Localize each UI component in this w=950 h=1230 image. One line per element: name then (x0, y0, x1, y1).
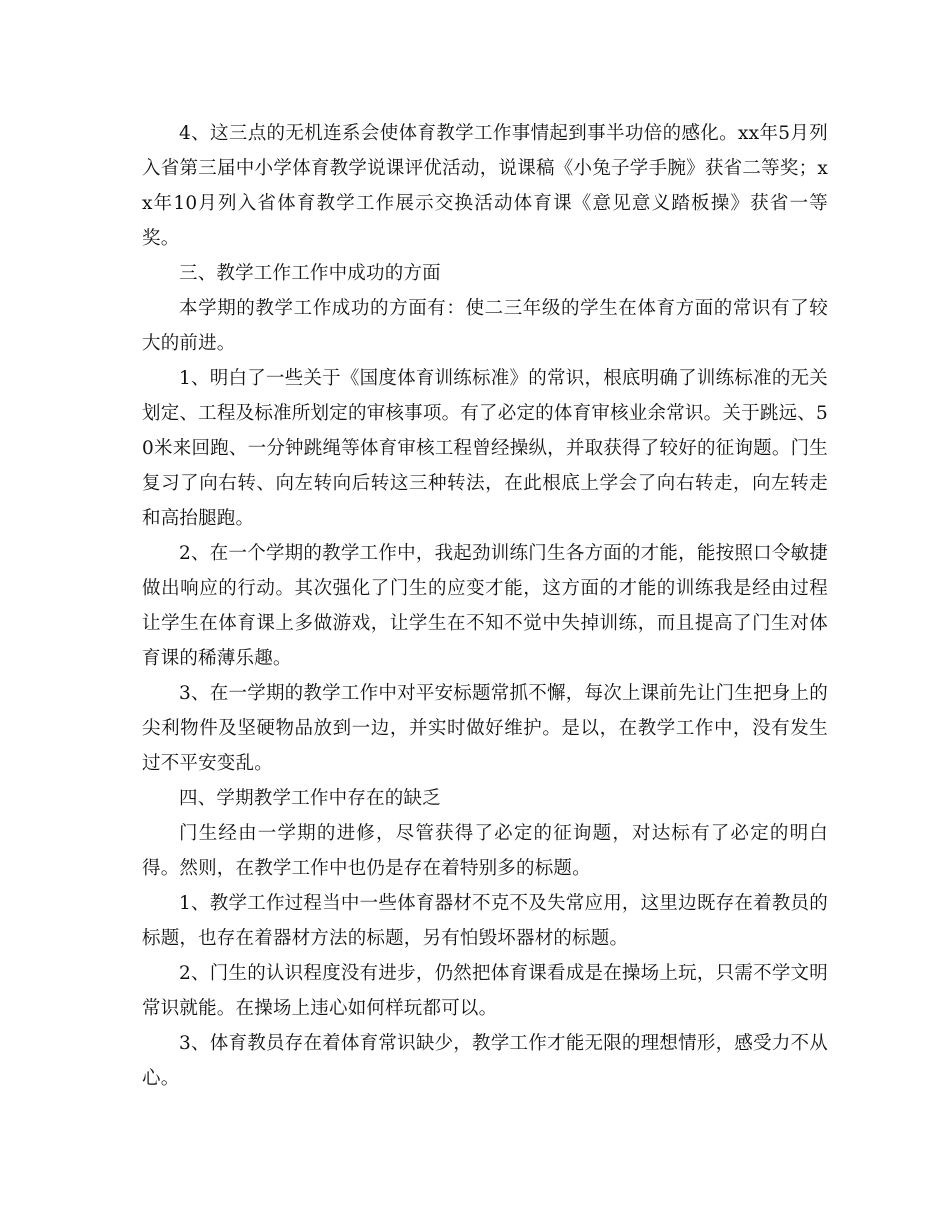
section-heading-successes: 三、教学工作工作中成功的方面 (179, 263, 441, 284)
paragraph-success-3: 3、在一学期的教学工作中对平安标题常抓不懈，每次上课前先让门生把身上的尖利物件及坚硬物品放到一边，并实时做好维护。是以，在教学工作中，没有发生过不平安变乱。 (142, 683, 828, 774)
paragraph-shortcoming-3: 3、体育教员存在着体育常识缺少，教学工作才能无限的理想情形，感受力不从心。 (142, 1033, 828, 1089)
paragraph-shortcoming-2: 2、门生的认识程度没有进步，仍然把体育课看成是在操场上玩，只需不学文明常识就能。在操场上违心如何样玩都可以。 (142, 963, 828, 1019)
paragraph-success-1: 1、明白了一些关于《国度体育训练标准》的常识，根底明确了训练标准的无关划定、工程及标准所划定的审核事项。有了必定的体育审核业余常识。关于跳远、50米来回跑、一分钟跳绳等体育审核工程曾经操纵，并取获得了较好的征询题。门生复习了向右转、向左转向后转这三种转法，在此根底上学会了向右转走，向左转走和高抬腿跑。 (142, 368, 828, 529)
section-heading-shortcomings: 四、学期教学工作中存在的缺乏 (179, 788, 441, 809)
paragraph-success-2: 2、在一个学期的教学工作中，我起劲训练门生各方面的才能，能按照口令敏捷做出响应的行动。其次强化了门生的应变才能，这方面的才能的训练我是经由过程让学生在体育课上多做游戏，让学生在不知不觉中失掉训练，而且提高了门生对体育课的稀薄乐趣。 (142, 543, 828, 669)
paragraph-achievement-4: 4、这三点的无机连系会使体育教学工作事情起到事半功倍的感化。xx年5月列入省第三届中小学体育教学说课评优活动，说课稿《小兔子学手腕》获省二等奖；xx年10月列入省体育教学工作展示交换活动体育课《意见意义踏板操》获省一等奖。 (142, 123, 828, 249)
paragraph-shortcoming-1: 1、教学工作过程当中一些体育器材不克不及失常应用，这里边既存在着教员的标题，也存在着器材方法的标题，另有怕毁坏器材的标题。 (142, 893, 828, 949)
paragraph-successes-intro: 本学期的教学工作成功的方面有：使二三年级的学生在体育方面的常识有了较大的前进。 (142, 298, 828, 354)
paragraph-shortcomings-intro: 门生经由一学期的进修，尽管获得了必定的征询题，对达标有了必定的明白得。然则，在教学工作中也仍是存在着特别多的标题。 (142, 823, 828, 879)
document-body (142, 116, 828, 1096)
